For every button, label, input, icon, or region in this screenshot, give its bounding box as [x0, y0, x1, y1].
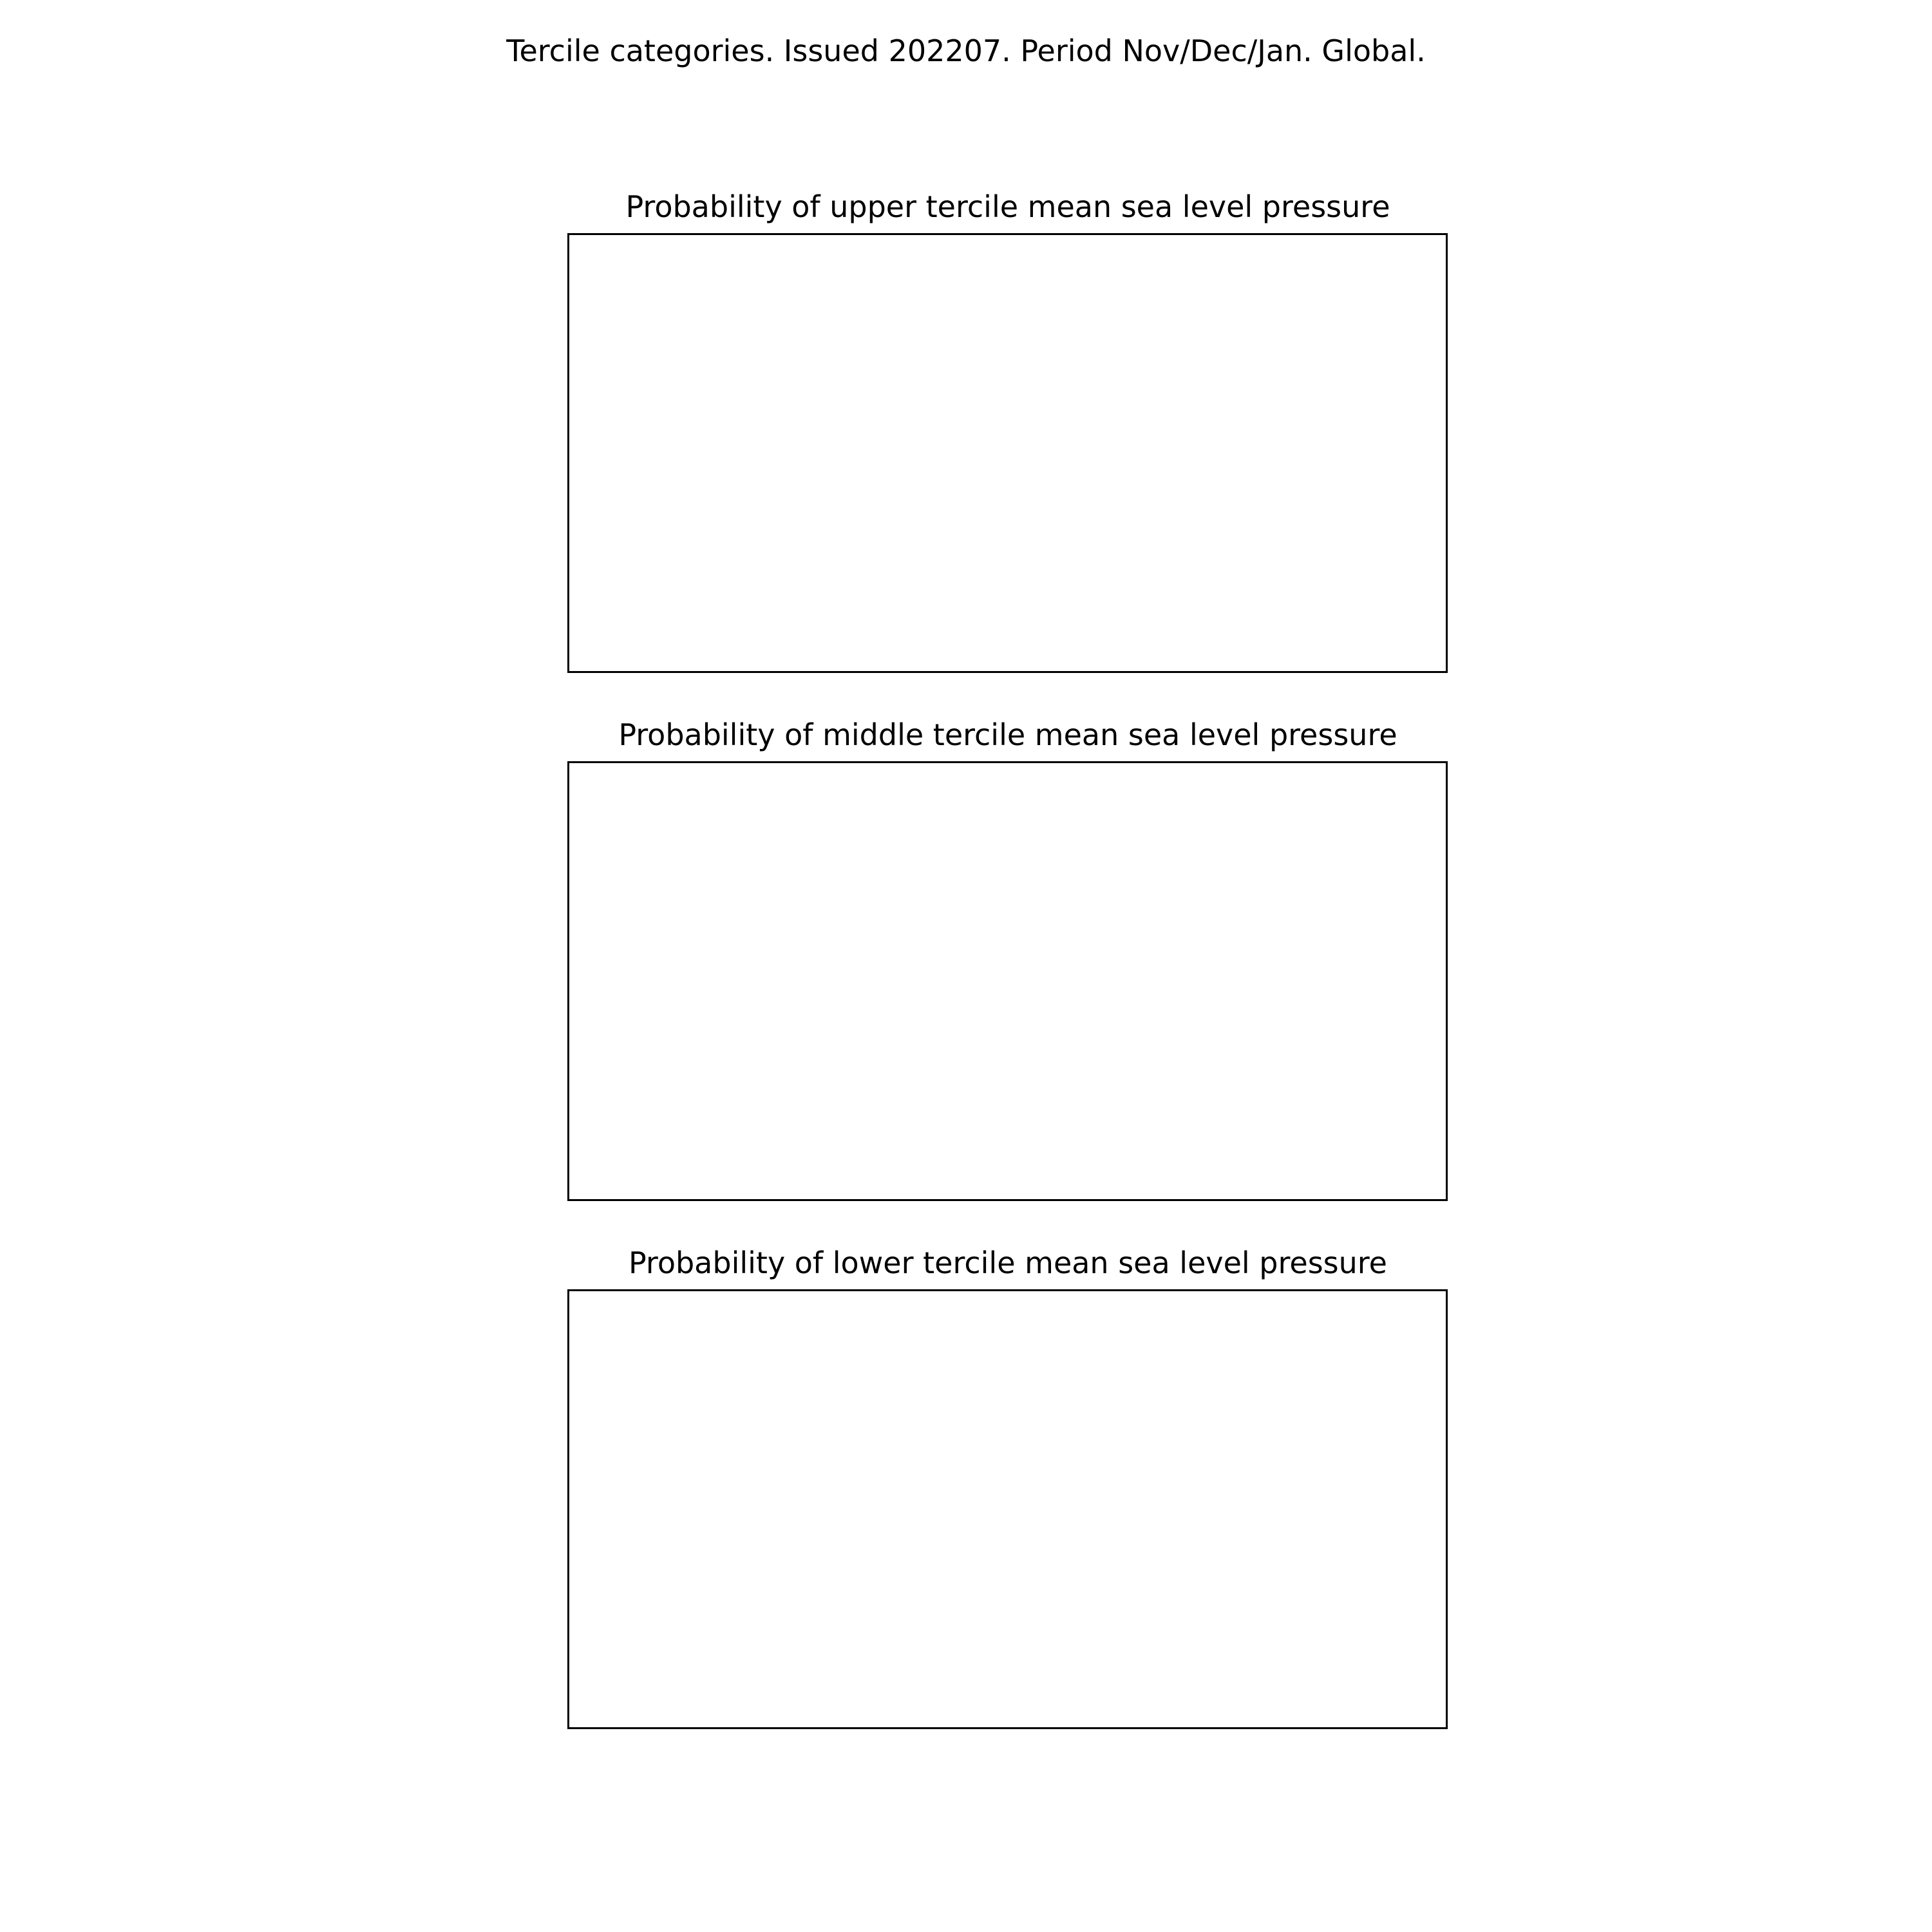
colorbar-upper: [1523, 233, 1545, 673]
map-middle-tercile: [567, 761, 1448, 1201]
map-svg-middle: [569, 763, 1446, 1199]
map-lower-tercile: [567, 1289, 1448, 1729]
panel-title-middle: Probability of middle tercile mean sea level pressure: [618, 717, 1397, 752]
map-svg-upper: [569, 235, 1446, 671]
panel-title-upper: Probability of upper tercile mean sea level pressure: [625, 189, 1390, 224]
map-upper-tercile: [567, 233, 1448, 673]
colorbar-middle: [1523, 761, 1545, 1201]
panel-title-lower: Probability of lower tercile mean sea level pressure: [629, 1245, 1387, 1280]
colorbar-lower: [1523, 1289, 1545, 1729]
map-svg-lower: [569, 1291, 1446, 1727]
figure-title: Tercile categories. Issued 202207. Period Nov/Dec/Jan. Global.: [506, 33, 1426, 68]
